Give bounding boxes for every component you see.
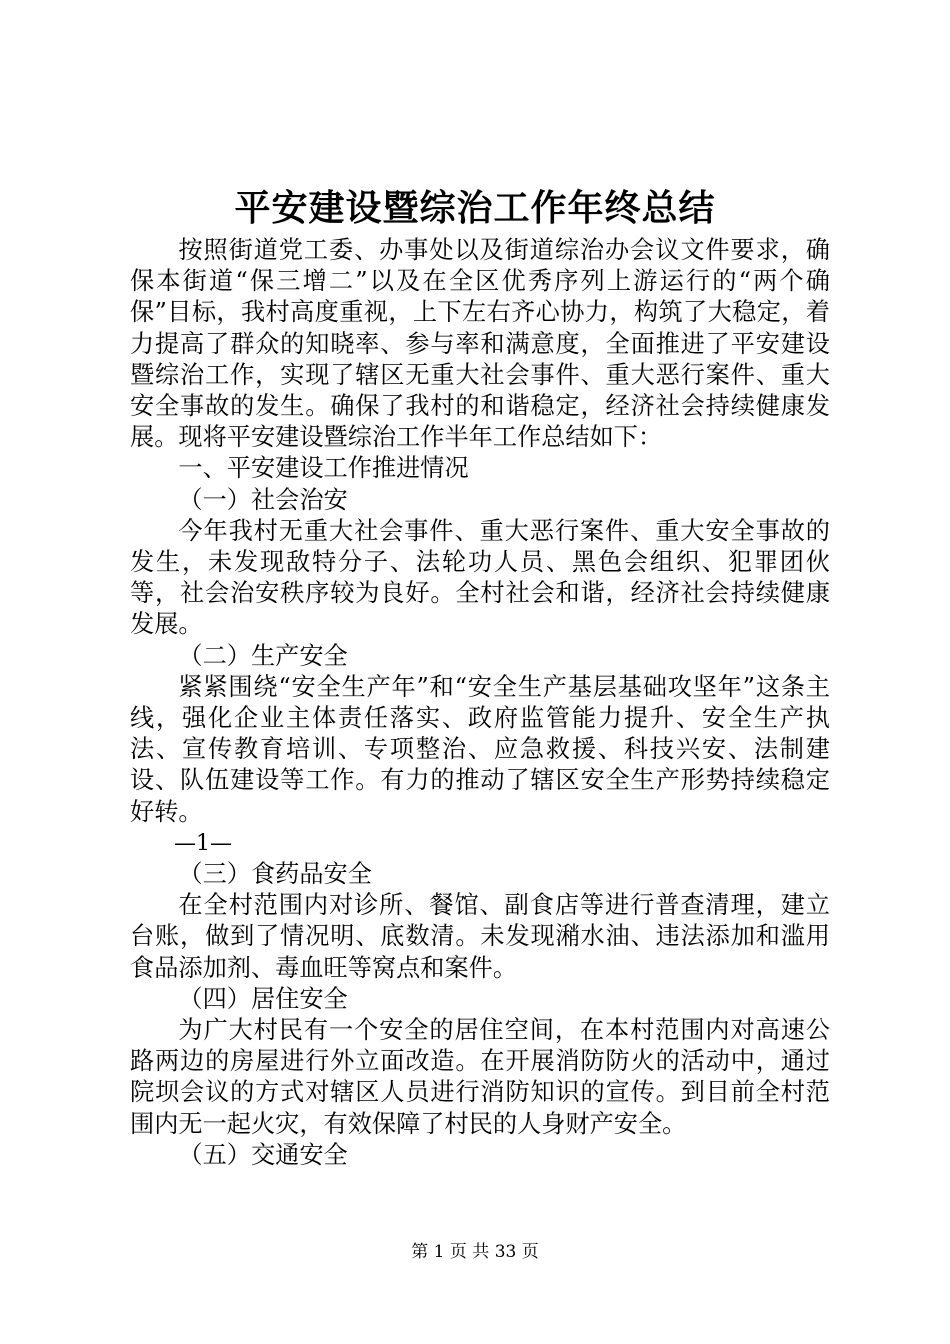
body-paragraph: 紧紧围绕“安全生产年”和“安全生产基层基础攻坚年”这条主线，强化企业主体责任落实、政府监管能力提升、安全生产执法、宣传教育培训、专项整治、应急救援、科技兴安、法制建设、队伍建设等工作。有力的推动了辖区安全生产形势持续稳定好转。 (130, 672, 830, 826)
document-body (130, 235, 830, 1171)
subsection-heading: （四）居住安全 (178, 984, 348, 1013)
page-footer: 第 1 页 共 33 页 (411, 1242, 539, 1262)
inline-page-mark: —1— (174, 830, 232, 856)
body-paragraph: 为广大村民有一个安全的居住空间，在本村范围内对高速公路两边的房屋进行外立面改造。在开展消防防火的活动中，通过院坝会议的方式对辖区人员进行消防知识的宣传。到目前全村范围内无一起火灾，有效保障了村民的人身财产安全。 (130, 1016, 830, 1138)
subsection-heading: （三）食药品安全 (178, 860, 372, 889)
subsection-heading: （五）交通安全 (178, 1140, 348, 1169)
document-title: 平安建设暨综治工作年终总结 (234, 187, 716, 229)
body-paragraph: 今年我村无重大社会事件、重大恶行案件、重大安全事故的发生，未发现敌特分子、法轮功人员、黑色会组织、犯罪团伙等，社会治安秩序较为良好。全村社会和谐，经济社会持续健康发展。 (130, 516, 830, 639)
body-paragraph: 在全村范围内对诊所、餐馆、副食店等进行普查清理，建立台账，做到了情况明、底数清。未发现潲水油、违法添加和滥用食品添加剂、毒血旺等窝点和案件。 (130, 891, 830, 982)
intro-paragraph: 按照街道党工委、办事处以及街道综治办会议文件要求，确保本街道“保三增二”以及在全区优秀序列上游运行的“两个确保”目标，我村高度重视，上下左右齐心协力，构筑了大稳定，着力提高了群众的知晓率、参与率和满意度，全面推进了平安建设暨综治工作，实现了辖区无重大社会事件、重大恶行案件、重大安全事故的发生。确保了我村的和谐稳定，经济社会持续健康发展。现将平安建设暨综治工作半年工作总结如下： (130, 236, 830, 452)
section-heading: 一、平安建设工作推进情况 (178, 454, 469, 483)
subsection-heading: （二）生产安全 (178, 641, 348, 670)
subsection-heading: （一）社会治安 (178, 485, 348, 514)
